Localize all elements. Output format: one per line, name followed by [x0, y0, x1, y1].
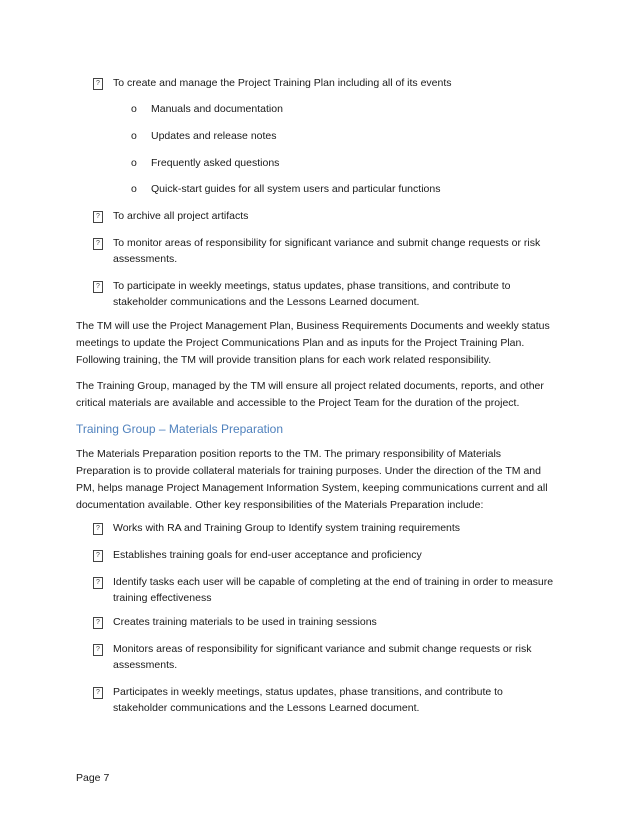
sub-bullet-icon: o — [131, 183, 137, 195]
bullet-text: To archive all project artifacts — [113, 210, 249, 222]
sub-bullet-text: Quick-start guides for all system users and particular functions — [151, 183, 441, 195]
bullet-text-continued: assessments. — [113, 659, 178, 671]
paragraph-line: The Training Group, managed by the TM will ensure all project related documents, reports, and other — [76, 380, 544, 392]
paragraph-line: meetings to update the Project Communications Plan and as inputs for the Project Training Plan. — [76, 337, 525, 349]
bullet-icon: ? — [93, 687, 103, 699]
bullet-text-continued: training effectiveness — [113, 592, 212, 604]
sub-bullet-text: Manuals and documentation — [151, 103, 283, 115]
sub-bullet-icon: o — [131, 157, 137, 169]
sub-bullet-text: Frequently asked questions — [151, 157, 280, 169]
paragraph-line: PM, helps manage Project Management Information System, keeping communications current and all — [76, 482, 548, 494]
bullet-icon: ? — [93, 617, 103, 629]
bullet-icon: ? — [93, 523, 103, 535]
page-number: Page 7 — [76, 772, 110, 784]
paragraph-line: The TM will use the Project Management Plan, Business Requirements Documents and weekly status — [76, 320, 550, 332]
sub-bullet-text: Updates and release notes — [151, 130, 277, 142]
bullet-icon: ? — [93, 644, 103, 656]
bullet-icon: ? — [93, 550, 103, 562]
bullet-text: Establishes training goals for end-user acceptance and proficiency — [113, 549, 422, 561]
bullet-icon: ? — [93, 211, 103, 223]
bullet-text: Creates training materials to be used in training sessions — [113, 616, 377, 628]
paragraph-line: documentation available. Other key responsibilities of the Materials Preparation include: — [76, 499, 484, 511]
bullet-text-continued: stakeholder communications and the Lessons Learned document. — [113, 296, 420, 308]
paragraph-line: Preparation is to provide collateral materials for training purposes. Under the direction of the TM and — [76, 465, 541, 477]
bullet-icon: ? — [93, 238, 103, 250]
bullet-text-continued: assessments. — [113, 253, 178, 265]
bullet-icon: ? — [93, 78, 103, 90]
sub-bullet-icon: o — [131, 130, 137, 142]
bullet-text-continued: stakeholder communications and the Lessons Learned document. — [113, 702, 420, 714]
bullet-icon: ? — [93, 577, 103, 589]
bullet-text: To monitor areas of responsibility for significant variance and submit change requests or risk — [113, 237, 541, 249]
section-heading: Training Group – Materials Preparation — [76, 422, 283, 436]
paragraph-line: The Materials Preparation position reports to the TM. The primary responsibility of Materials — [76, 448, 502, 460]
bullet-text: Works with RA and Training Group to Identify system training requirements — [113, 522, 461, 534]
bullet-text: Participates in weekly meetings, status updates, phase transitions, and contribute to — [113, 686, 503, 698]
paragraph-line: Following training, the TM will provide transition plans for each work related responsibility. — [76, 354, 492, 366]
sub-bullet-icon: o — [131, 103, 137, 115]
bullet-text: To participate in weekly meetings, status updates, phase transitions, and contribute to — [113, 280, 511, 292]
bullet-text: Identify tasks each user will be capable of completing at the end of training in order to measure — [113, 576, 554, 588]
bullet-text: Monitors areas of responsibility for significant variance and submit change requests or risk — [113, 643, 532, 655]
bullet-icon: ? — [93, 281, 103, 293]
paragraph-line: critical materials are available and accessible to the Project Team for the duration of the project. — [76, 397, 520, 409]
bullet-text: To create and manage the Project Training Plan including all of its events — [113, 77, 452, 89]
